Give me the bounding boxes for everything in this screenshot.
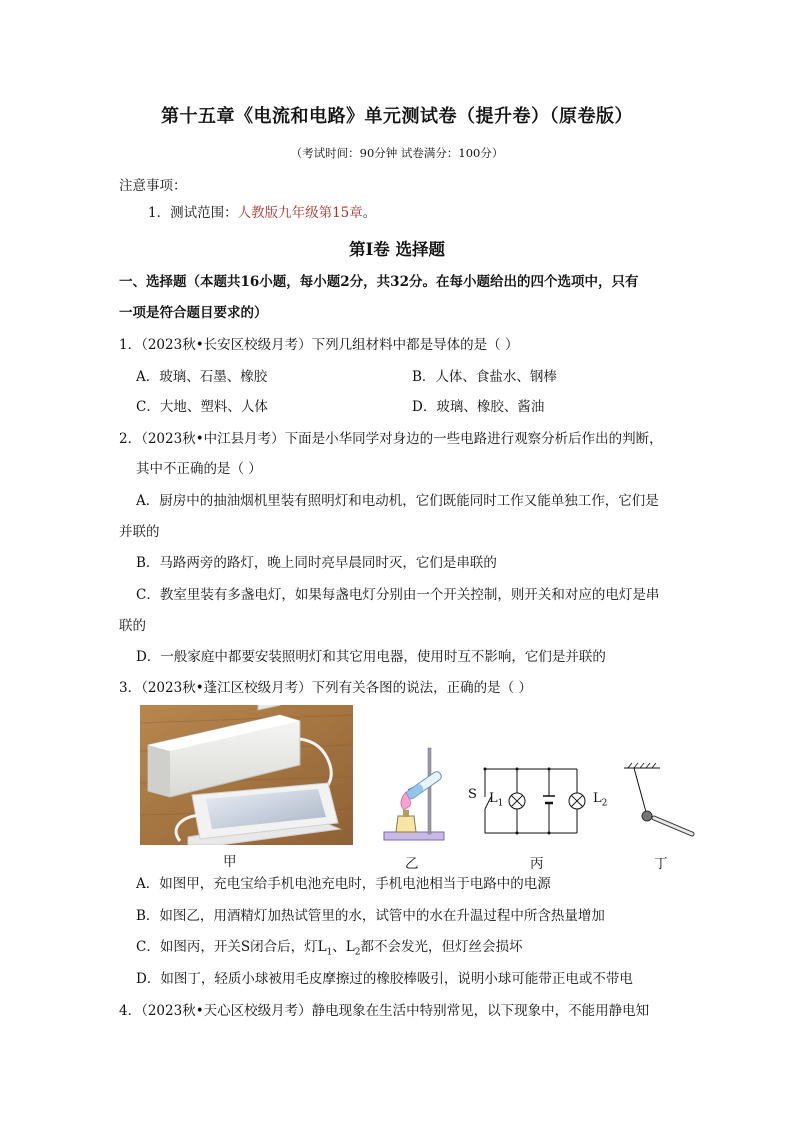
circuit-lamp-1-label — [489, 791, 503, 809]
question-3-option-b: B．如图乙，用酒精灯加热试管里的水，试管中的水在升温过程中所含热量增加 — [136, 908, 605, 924]
question-1-stem: 1．（2023秋•长安区校级月考）下列几组材料中都是导体的是（ ） — [119, 337, 519, 353]
notes-item-1-prefix: 1．测试范围： — [148, 205, 238, 221]
notes-label: 注意事项： — [119, 178, 187, 194]
figure-caption-jia: 甲 — [223, 854, 237, 870]
question-1-option-d: D．玻璃、橡胶、酱油 — [412, 399, 545, 415]
question-3-option-c-sub-2: 2 — [354, 947, 361, 958]
question-1-option-a: A．玻璃、石墨、橡胶 — [136, 369, 268, 385]
figure-yi-alcohol-lamp-apparatus — [378, 740, 458, 844]
circuit-switch-label: S — [468, 787, 477, 802]
circuit-lamp-2-sub: 2 — [601, 798, 608, 809]
circuit-lamp-1-letter: L — [489, 791, 498, 806]
question-4-stem: 4．（2023秋•天心区校级月考）静电现象在生活中特别常见，以下现象中，不能用静电知 — [119, 1003, 650, 1019]
notes-item-1 — [148, 203, 376, 223]
exam-info: （考试时间：90分钟 试卷满分：100分） — [290, 146, 504, 160]
question-1-option-c: C．大地、塑料、人体 — [136, 399, 268, 415]
circuit-lamp-2-label — [593, 791, 607, 809]
question-3-stem: 3．（2023秋•蓬江区校级月考）下列有关各图的说法，正确的是（ ） — [119, 680, 532, 696]
question-3-option-d: D．如图丁，轻质小球被用毛皮摩擦过的橡胶棒吸引，说明小球可能带正电或不带电 — [136, 971, 633, 987]
figure-ding-charged-ball — [620, 760, 700, 840]
question-3-option-c-sub-1: 1 — [326, 947, 333, 958]
figure-jia-powerbank-photo — [140, 705, 353, 845]
question-2-option-d: D．一般家庭中都要安装照明灯和其它用电器，使用时互不影响，它们是并联的 — [136, 649, 606, 665]
question-2-stem-line-1: 2．（2023秋•中江县月考）下面是小华同学对身边的一些电路进行观察分析后作出的判断， — [119, 431, 663, 447]
question-3-option-a: A．如图甲，充电宝给手机电池充电时，手机电池相当于电路中的电源 — [136, 876, 551, 892]
question-1-option-b: B．人体、食盐水、钢棒 — [412, 369, 557, 385]
section-title: 第Ⅰ卷 选择题 — [349, 240, 445, 259]
page-title: 第十五章《电流和电路》单元测试卷（提升卷）（原卷版） — [161, 106, 633, 127]
circuit-lamp-1-sub: 1 — [497, 798, 504, 809]
question-3-option-c — [136, 937, 522, 963]
figure-caption-yi: 乙 — [405, 856, 419, 872]
figure-caption-ding: 丁 — [654, 856, 668, 872]
figure-caption-bing: 丙 — [530, 856, 544, 872]
section-instruction-line-2: 一项是符合题目要求的） — [119, 305, 268, 321]
question-3-option-c-suffix: 都不会发光，但灯丝会损坏 — [360, 939, 523, 955]
question-2-option-c-line-1: C．教室里装有多盏电灯，如果每盏电灯分别由一个开关控制，则开关和对应的电灯是串 — [136, 587, 660, 603]
notes-item-1-scope: 人教版九年级第15章 — [237, 205, 363, 221]
question-2-option-c-line-2: 联的 — [119, 618, 146, 634]
question-3-option-c-mid: 、L — [332, 939, 355, 955]
question-3-option-c-prefix: C．如图丙，开关S闭合后，灯L — [136, 939, 327, 955]
notes-item-1-suffix: 。 — [362, 205, 377, 221]
circuit-lamp-2-letter: L — [593, 791, 602, 806]
question-2-option-a-line-2: 并联的 — [119, 524, 160, 540]
question-2-option-a-line-1: A．厨房中的抽油烟机里装有照明灯和电动机，它们既能同时工作又能单独工作，它们是 — [136, 493, 659, 509]
section-instruction-line-1: 一、选择题（本题共16小题，每小题2分，共32分。在每小题给出的四个选项中，只有 — [119, 274, 639, 290]
question-2-stem-line-2: 其中不正确的是（ ） — [136, 461, 262, 477]
question-2-option-b: B．马路两旁的路灯，晚上同时亮早晨同时灭，它们是串联的 — [136, 555, 497, 571]
